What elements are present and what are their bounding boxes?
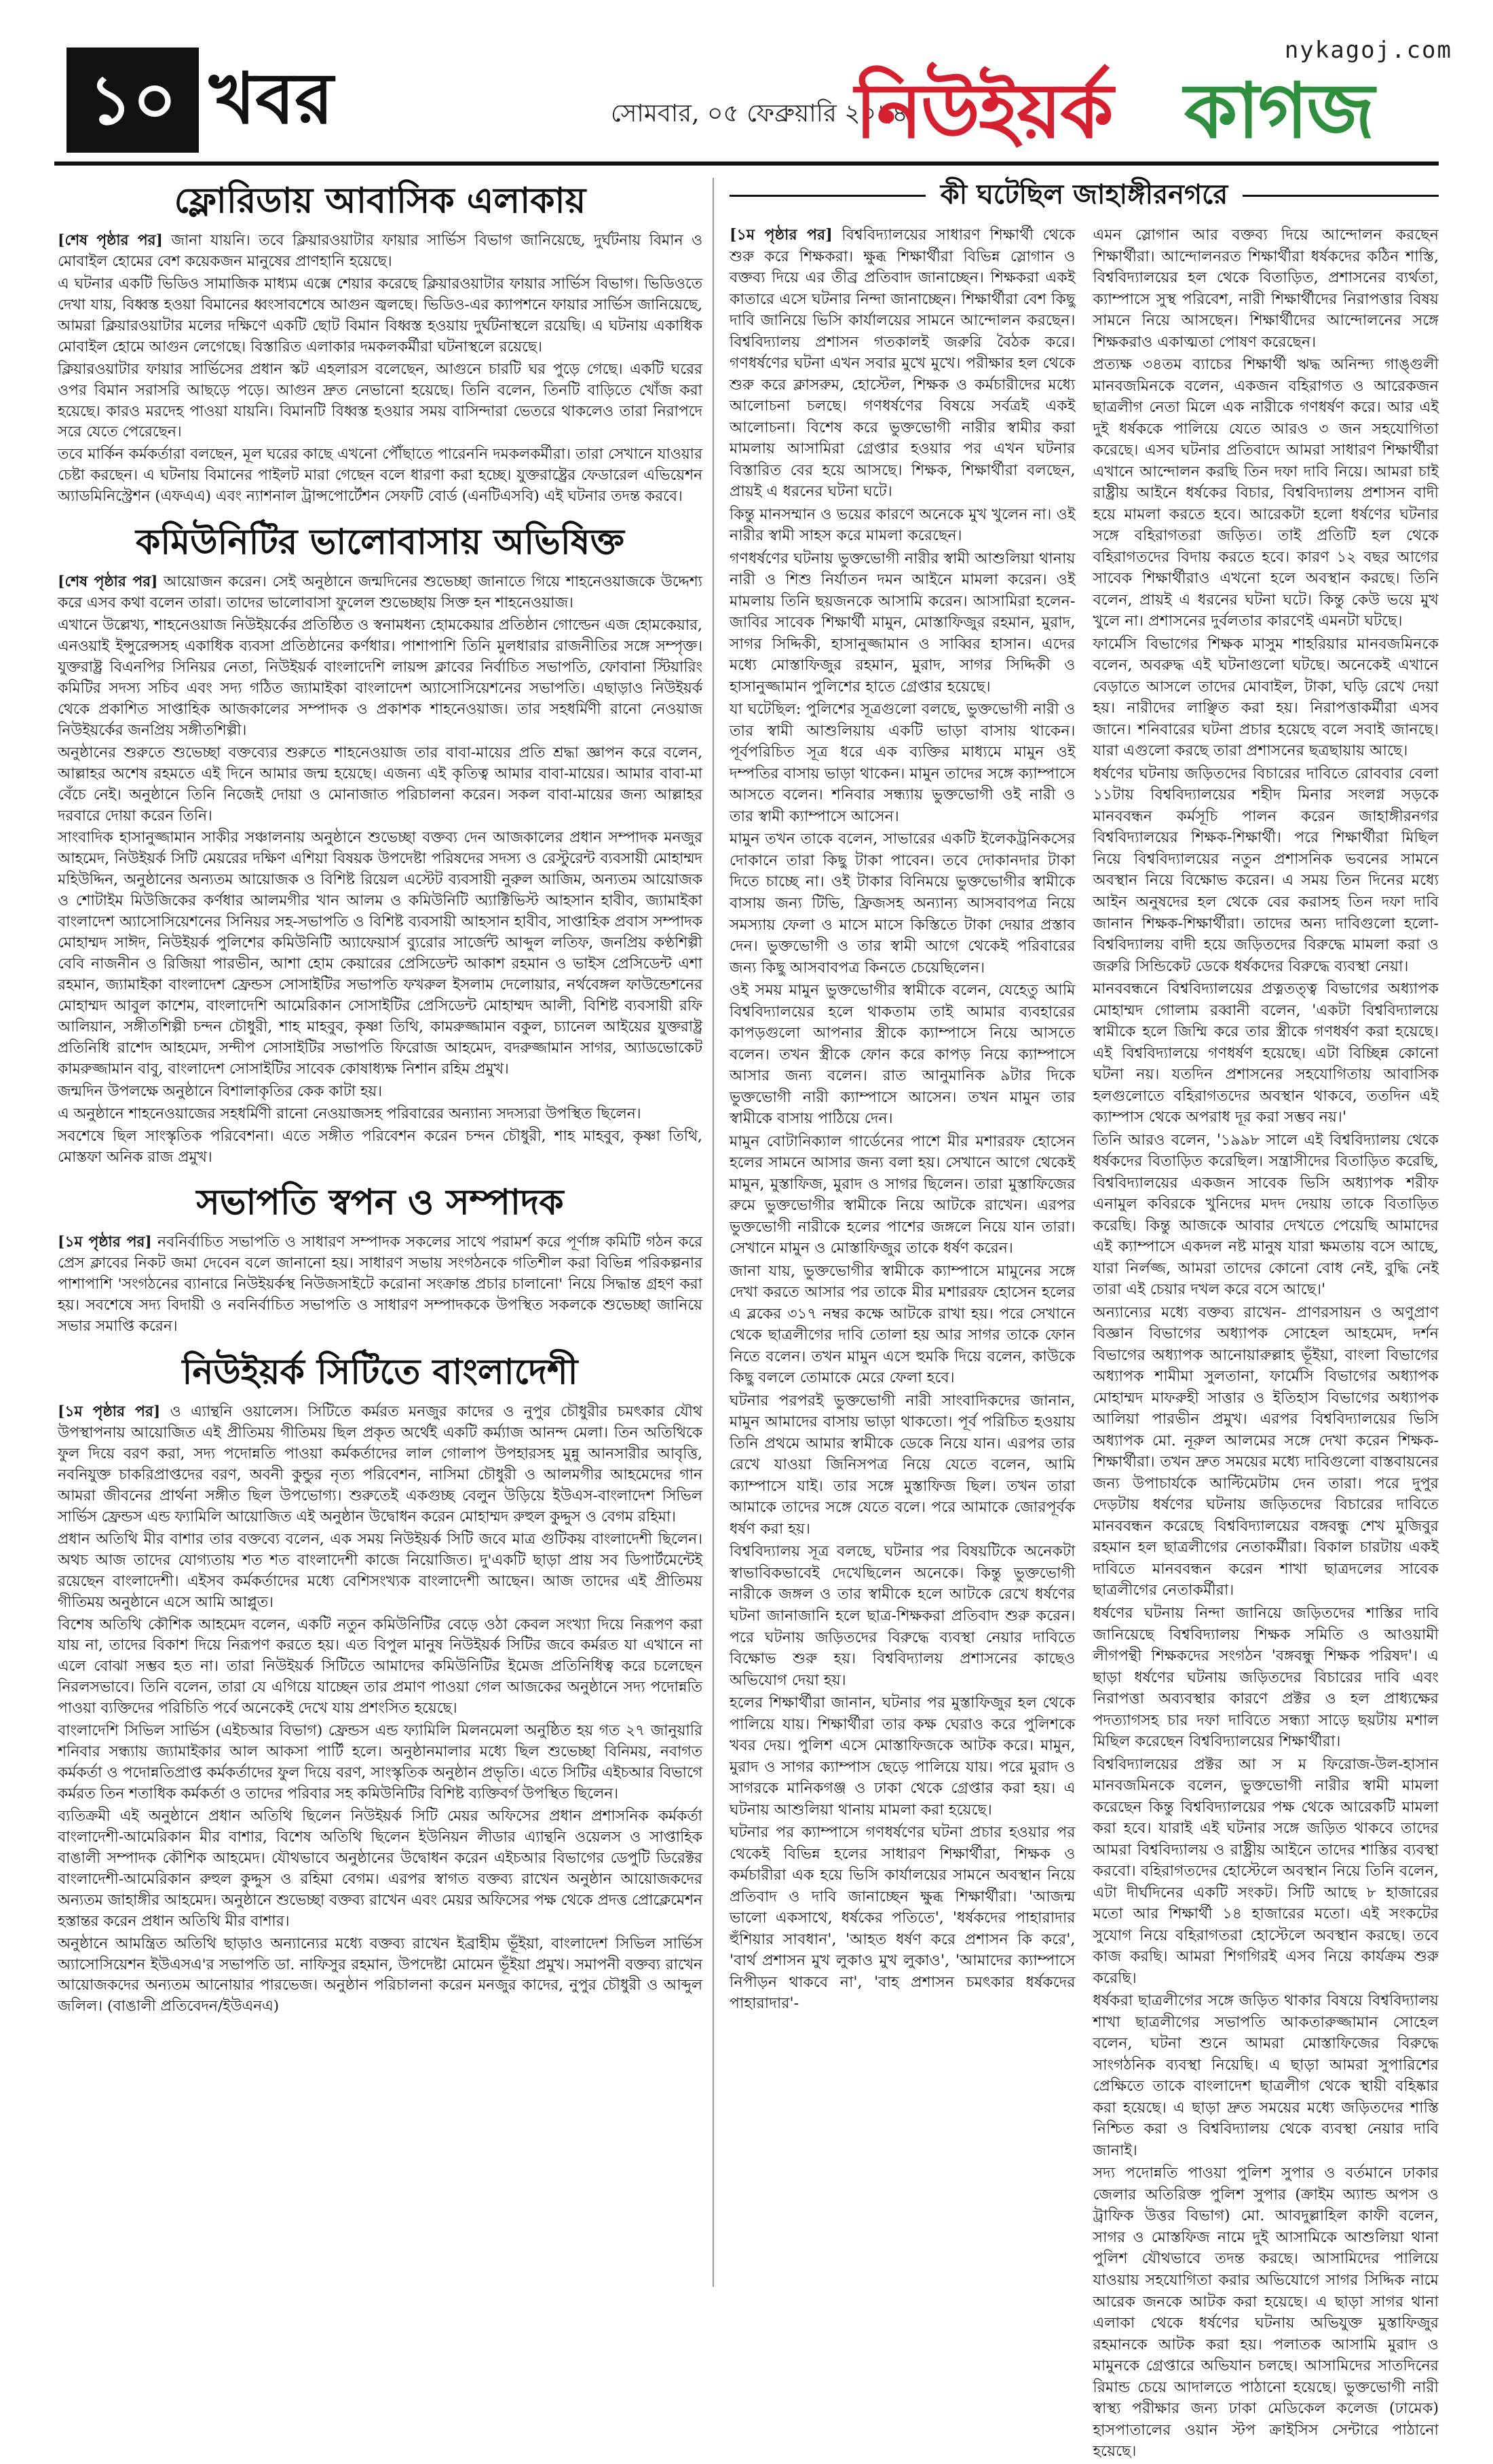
paragraph: [১ম পৃষ্ঠার পর] ও এ্যান্থনি ওয়ালেস। সিটিতে কর্মরত মনজুর কাদের ও নুপুর চৌধুরীর চমৎকার যৌথ উপস্থাপনায় আয়োজিত এই প্রীতিময় গীতিময় ছিল প্রকৃত অর্থেই একটি কর্ম্যাজ আনন্দ মেলা। তিন অতিথিকে ফুল দিয়ে বরণ করা, সদ্য পদোন্নতি পাওয়া কর্মকর্তাদের লাল গোলাপ উপহারসহ মুন্নু আনসারীর আবৃত্তি, নবনিযুক্ত চাকরিপ্রাপ্তদের বরণ, অবনী কুন্ডুর নৃত্য পরিবেশন, নাসিমা চৌধুরী ও আলমগীর আহমেদের গান আমরা জীবনের প্রার্থনা সঙ্গীত ছিল উপভোগ্য। শুরুতেই একগুচ্ছ বেলুন উড়িয়ে ইউএস-বাংলাদেশ সিভিল সার্ভিস ফ্রেন্ডস এন্ড ফ্যামিলি আয়োজিত এই অনুষ্ঠান উদ্বোধন করেন মোহাম্মদ রুহুল কুদ্দুস ও বেগম রহিমা। [58, 1403, 702, 1525]
left-column [58, 173, 702, 2294]
page-number: ১০ [67, 48, 199, 153]
paragraph: সদ্য পদোন্নতি পাওয়া পুলিশ সুপার ও বর্তমানে ঢাকার জেলার অতিরিক্ত পুলিশ সুপার (ক্রাইম অ্যান্ড অপস ও ট্রাফিক উত্তর বিভাগ) মো. আবদুল্লাহিল কাফী বলেন, সাগর ও মোস্তফিজ নামে দুই আসামিকে আশুলিয়া থানা পুলিশ যৌথভাবে তদন্ত করছে। আসামিদের পালিয়ে যাওয়ায় সহযোগিতা করার অভিযোগে সাগর সিদ্দিক নামে আরেক জনকে আটক করা হয়েছে। এ ছাড়া সাগর থানা এলাকা থেকে ধর্ষণের ঘটনায় অভিযুক্ত মুস্তাফিজুর রহমানকে আটক করা হয়। পলাতক আসামি মুরাদ ও মামুনকে গ্রেপ্তারে অভিযান চলছে। আসামিদের সাতদিনের রিমান্ড চেয়ে আদালতে পাঠানো হয়েছে। ভুক্তভোগী নারী স্বাস্থ্য পরীক্ষার জন্য ঢাকা মেডিকেল কলেজ (ঢামেক) হাসপাতালের ওয়ান স্টপ ক্রাইসিস সেন্টারে পাঠানো হয়েছে। [1093, 2164, 1439, 2461]
continuation-tag: [১ম পৃষ্ঠার পর] [58, 1403, 161, 1421]
paragraph: মামুন তখন তাকে বলেন, সাভারের একটি ইলেকট্রনিকসের দোকানে তারা কিছু টাকা পাবেন। তবে দোকানদার টাকা দিতে চাচ্ছে না। ওই টাকার বিনিময়ে ভুক্তভোগীর স্বামীকে বাসায় জন্য টিভি, ফ্রিজসহ অন্যান্য আসবাবপত্র নিয়ে সমস্যায় ফেলা ও মাসে মাসে কিস্তিতে টাকা দেয়ার প্রস্তাব দেন। ভুক্তভোগী ও তার স্বামী আগে থেকেই পরিবারের জন্য কিছু আসবাবপত্র কিনতে চেয়েছিলেন। [730, 830, 1076, 977]
paragraph: বিশ্ববিদ্যালয়ের প্রক্টর আ স ম ফিরোজ-উল-হাসান মানবজমিনকে বলেন, ভুক্তভোগী নারীর স্বামী মামলা করেছেন কিন্তু বিশ্ববিদ্যালয়ের পক্ষ থেকে আরেকটি মামলা করা হবে। যারাই এই ঘটনার সঙ্গে জড়িত থাকবে তাদের আমরা বিশ্ববিদ্যালয় ও রাষ্ট্রীয় আইনে তাদের শাস্তির ব্যবস্থা করবো। বহিরাগতদের হোস্টেলে অবস্থান নিয়ে তিনি বলেন, এটা দীর্ঘদিনের একটি সংকট। সিটি আছে ৮ হাজারের মতো আর শিক্ষার্থী ১৪ হাজারের মতো। এই সংকটের সুযোগ নিয়ে বহিরাগতরা হোস্টেলে অবস্থান করছে। তবে কাজ করছি। আমরা শিগগিরই এসব নিয়ে কার্যক্রম শুরু করেছি। [1093, 1755, 1439, 1987]
article-body [58, 572, 702, 1168]
paragraph: এ অনুষ্ঠানে শাহনেওয়াজের সহধর্মিণী রানো নেওয়াজসহ পরিবারের অন্যান্য সদস্যরা উপস্থিত ছিলেন। [58, 1105, 641, 1122]
paragraph: ব্যতিক্রমী এই অনুষ্ঠানে প্রধান অতিথি ছিলেন নিউইয়র্ক সিটি মেয়র অফিসের প্রধান প্রশাসনিক কর্মকর্তা বাংলাদেশী-আমেরিকান মীর বাশার, বিশেষ অতিথি ছিলেন ইউনিয়ন লীডার এ্যান্থনি ওয়েলস ও সাপ্তাহিক বাঙালী সম্পাদক কৌশিক আহমেদ। যৌথভাবে অনুষ্ঠানের উদ্বোধন করেন এইচআর বিভাগের ডেপুটি ডিরেক্টর বাংলাদেশী-আমেরিকান রুহুল কুদ্দুস ও রহিমা বেগম। এরপর স্বাগত বক্তব্য রাখেন অনুষ্ঠান আয়োজকদের অন্যতম জাহাঙ্গীর আহমেদ। অনুষ্ঠানে শুভেচ্ছা বক্তব্য রাখেন এবং মেয়র অফিসের পক্ষ থেকে প্রদত্ত প্রোক্লেমেশন হস্তান্তর করেন প্রধান অতিথি মীর বাশার। [58, 1807, 702, 1930]
article-subcolumn-2 [1093, 225, 1439, 2464]
paragraph: এখানে উল্লেখ্য, শাহনেওয়াজ নিউইয়র্কের প্রতিষ্ঠিত ও স্বনামধন্য হোমকেয়ার প্রতিষ্ঠান গোল্ডেন এজ হোমকেয়ার, এনওয়াই ইন্সুরেন্সসহ একাধিক ব্যবসা প্রতিষ্ঠানের কর্ণধার। পাশাপাশি তিনি মুলধারার রাজনীতির সঙ্গে সম্পৃক্ত। যুক্তরাষ্ট্র বিএনপির সিনিয়র নেতা, নিউইয়র্ক বাংলাদেশি লায়ন্স ক্লাবের নির্বাচিত সভাপতি, ফোবানা স্টিয়ারিং কমিটির সদস্য সচিব এবং সদ্য গঠিত জ্যামাইকা বাংলাদেশ অ্যাসোসিয়েশনের সভাপতি। এছাড়াও নিউইয়র্ক থেকে প্রকাশিত সাপ্তাহিক আজকালের সম্পাদক ও প্রকাশক শাহনেওয়াজ। তার সহধর্মিণী রানো নেওয়াজ নিউইয়র্কের জনপ্রিয় সঙ্গীতশিল্পী। [58, 617, 702, 739]
paragraph: ক্লিয়ারওয়াটার ফায়ার সার্ভিসের প্রধান স্কট এহলারস বলেছেন, আগুনে চারটি ঘর পুড়ে গেছে। একটি ঘরের ওপর বিমান সরাসরি আছড়ে পড়ে। আগুন দ্রুত নেভানো হয়েছে। তিনি বলেন, তিনটি বাড়িতে খোঁজ করা হয়েছে। কারও মরদেহ পাওয়া যায়নি। বিমানটি বিধ্বস্ত হওয়ার সময় বাসিন্দারা ভেতরে থাকলেও তারা নিরাপদে সরে যেতে পেরেছেন। [58, 360, 702, 441]
article-headline: সভাপতি স্বপন ও সম্পাদক [196, 1181, 564, 1224]
article-florida [58, 178, 702, 508]
article-nyc-bangladeshi [58, 1350, 702, 2017]
paragraph: ধর্ষণের ঘটনায় জড়িতদের বিচারের দাবিতে রোববার বেলা ১১টায় বিশ্ববিদ্যালয়ের শহীদ মিনার সংলগ্ন সড়কে মানববন্ধন কর্মসূচি পালন করেন জাহাঙ্গীরনগর বিশ্ববিদ্যালয়ের শিক্ষক-শিক্ষার্থী। পরে শিক্ষার্থীরা মিছিল নিয়ে বিশ্ববিদ্যালয়ের নতুন প্রশাসনিক ভবনের সামনে অবস্থান নিয়ে বিক্ষোভ করেন। এ সময় তিন দিনের মধ্যে আইন অনুষদের হল থেকে বের করাসহ তিন দফা দাবি জানান শিক্ষক-শিক্ষার্থীরা। তাদের অন্য দাবিগুলো হলো- বিশ্ববিদ্যালয় বাদী হয়ে জড়িতদের বিরুদ্ধে মামলা করা ও জরুরি সিন্ডিকেট ডেকে ধর্ষকদের বিরুদ্ধে ব্যবস্থা নেয়া। [1093, 764, 1439, 975]
paragraph: [শেষ পৃষ্ঠার পর] জানা যায়নি। তবে ক্লিয়ারওয়াটার ফায়ার সার্ভিস বিভাগ জানিয়েছে, দুর্ঘটনায় বিমান ও মোবাইল হোমের বেশ কয়েকজন মানুষের প্রাণহানি হয়েছে। [58, 232, 703, 270]
paragraph: অন্যান্যের মধ্যে বক্তব্য রাখেন- প্রাণরসায়ন ও অণুপ্রাণ বিজ্ঞান বিভাগের অধ্যাপক সোহেল আহমেদ, দর্শন বিভাগের অধ্যাপক আনোয়ারুল্লাহ ভূঁইয়া, বাংলা বিভাগের অধ্যাপক শামীমা সুলতানা, ফার্মেসি বিভাগের অধ্যাপক মোহাম্মদ মাফরুহী সাত্তার ও ইতিহাস বিভাগের অধ্যাপক আলিয়া পারভীন প্রমুখ। এরপর বিশ্ববিদ্যালয়ের ভিসি অধ্যাপক মো. নূরুল আলমের সঙ্গে দেখা করেন শিক্ষক-শিক্ষার্থীরা। তখন দ্রুত সময়ের মধ্যে দাবিগুলো বাস্তবায়নের জন্য উপাচার্যকে আল্টিমেটাম দেন তারা। পরে দুপুর দেড়টায় ধর্ষণের ঘটনায় জড়িতদের বিচারের দাবিতে মানববন্ধন করেছে বিশ্ববিদ্যালয়ের বঙ্গবন্ধু শেখ মুজিবুর রহমান হল ছাত্রলীগের নেতাকর্মীরা। বিকাল চারটায় একই দাবিতে মানববন্ধন করেন শাখা ছাত্রদলের সাবেক ছাত্রলীগের নেতাকর্মীরা। [1093, 1303, 1439, 1599]
article-body [58, 1232, 702, 1338]
article-jahangirnagar [730, 225, 1439, 2464]
masthead-rule [54, 162, 1439, 166]
paragraph: ঘটনার পর ক্যাম্পাসে গণধর্ষণের ঘটনা প্রচার হওয়ার পর থেকেই বিভিন্ন হলের সাধারণ শিক্ষার্থীরা, শিক্ষক ও কর্মচারীরা এক হয়ে ভিসি কার্যালয়ের সামনে অবস্থান নিয়ে প্রতিবাদ ও দাবি জানাচ্ছেন ক্ষুব্ধ শিক্ষার্থীরা। 'আজন্ম ভালো একসাথে, ধর্ষকের পতিতে', 'ধর্ষকদের পাহারাদার হুঁশিয়ার সাবধান', 'আহত ধর্ষণ করে প্রশাসন কি করে', 'বার্থ প্রশাসন মুখ লুকাও মুখ লুকাও', 'আমাদের ক্যাম্পাসে নিপীড়ন থাকবে না', 'বাহ প্রশাসন চমৎকার ধর্ষকদের পাহারাদার'- [730, 1823, 1076, 2013]
right-column [730, 173, 1439, 2461]
article-headline: কী ঘটেছিল জাহাঙ্গীরনগরে [926, 174, 1243, 215]
paragraph: মামুন বোটানিক্যাল গার্ডেনের পাশে মীর মশাররফ হোসেন হলের সামনে আসার জন্য বলা হয়। সেখানে আগে থেকেই মামুন, মুস্তাফিজ, মুরাদ ও সাগর ছিলেন। তারা মুস্তাফিজের রুমে ভুক্তভোগীর স্বামীকে নিয়ে আটকে রাখেন। এরপর ভুক্তভোগী নারীকে হলের পাশের জঙ্গলে নিয়ে যান তারা। সেখানে মামুন ও মোস্তাফিজুর তাকে ধর্ষণ করেন। [730, 1132, 1076, 1257]
article-subcolumn-1 [730, 225, 1076, 2464]
newspaper-logo [855, 37, 1452, 163]
paragraph: ধর্ষকরা ছাত্রলীগের সঙ্গে জড়িত থাকার বিষয়ে বিশ্ববিদ্যালয় শাখা ছাত্রলীগের সভাপতি আকতারুজ্জামান সোহেল বলেন, ঘটনা শুনে আমরা মোস্তাফিজের বিরুদ্ধে সাংগঠনিক ব্যবস্থা নিয়েছি। এ ছাড়া আমরা সুপারিশের প্রেক্ষিতে তাকে বাংলাদেশ ছাত্রলীগ থেকে স্থায়ী বহিষ্কার করা হয়েছে। এ ছাড়া দ্রুত সময়ের মধ্যে জড়িতদের শাস্তি নিশ্চিত করা ও বিশ্ববিদ্যালয় থেকে ব্যবস্থা নেয়ার দাবি জানাই। [1093, 1992, 1439, 2159]
logo-word-newyork: নিউইয়র্ক [855, 67, 1112, 155]
paragraph: [১ম পৃষ্ঠার পর] নবনির্বাচিত সভাপতি ও সাধারণ সম্পাদক সকলের সাথে পরামর্শ করে পূর্ণাঙ্গ কমিটি গঠন করে প্রেস ক্লাবের নিকট জমা দেবেন বলে জানানো হয়। সাধারণ সভায় সংগঠনকে গতিশীল করা বিভিন্ন পরিকল্পনার পাশাপাশি 'সংগঠনের ব্যানারে নিউইয়র্কস্থ নিউজসাইটে করোনা সংক্রান্ত প্রচার চালানো' নিয়ে সিদ্ধান্ত গ্রহণ করা হয়। সবশেষে সদ্য বিদায়ী ও নবনির্বাচিত সভাপতি ও সাধারণ সম্পাদককে উপস্থিত সকলকে শুভেচ্ছা জানিয়ে সভার সমাপ্তি করেন। [58, 1234, 702, 1335]
article-headline-bar [730, 174, 1439, 215]
website-url: nykagoj.com [1284, 37, 1452, 64]
paragraph: [শেষ পৃষ্ঠার পর] আয়োজন করেন। সেই অনুষ্ঠানে জন্মদিনের শুভেচ্ছা জানাতে গিয়ে শাহনেওয়াজকে উদ্দেশ্য করে এসব কথা বলেন তারা। তাদের ভালোবাসা ফুলেল শুভেচ্ছায় সিক্ত হন শাহনেওয়াজ। [58, 573, 702, 612]
paragraph: সাংবাদিক হাসানুজ্জামান সাকীর সঞ্চালনায় অনুষ্ঠানে শুভেচ্ছা বক্তব্য দেন আজকালের প্রধান সম্পাদক মনজুর আহমেদ, নিউইয়র্ক সিটি মেয়রের দক্ষিণ এশিয়া বিষয়ক উপদেষ্টা পরিষদের সদস্য ও রেস্টুরেন্ট ব্যবসায়ী মোহাম্মদ মহিউদ্দিন, অনুষ্ঠানের অন্যতম আয়োজক ও বিশিষ্ট রিয়েল এস্টেট ব্যবসায়ী নুরুল আজিম, অন্যতম আয়োজক ও শোটাইম মিউজিকের কর্ণধার আলমগীর খান আলম ও কমিউনিটি অ্যাক্টিভিস্ট আহসান হাবীব, জ্যামাইকা বাংলাদেশ অ্যাসোসিয়েশনের সিনিয়র সহ-সভাপতি ও বিশিষ্ট ব্যবসায়ী আহসান হাবীব, সাপ্তাহিক প্রবাস সম্পাদক মোহাম্মদ সাঈদ, নিউইয়র্ক পুলিশের কমিউনিটি অ্যাফেয়ার্স ব্যুরোর সার্জেন্ট আব্দুল লতিফ, জনপ্রিয় কণ্ঠশিল্পী বেবি নাজনীন ও রিজিয়া পারভীন, আশা হোম কেয়ারের প্রেসিডেন্ট আকাশ রহমান ও ভাইস প্রেসিডেন্ট এশা রহমান, জ্যামাইকা বাংলাদেশ ফ্রেন্ডস সোসাইটির সভাপতি ফখরুল ইসলাম দেলোয়ার, নর্থবেঙ্গল ফাউন্ডেশনের মোহাম্মদ আবুল কাশেম, বাংলাদেশি আমেরিকান সোসাইটির প্রেসিডেন্ট মোহাম্মদ আলী, বিশিষ্ট ব্যবসায়ী রফি আলিয়ান, সঙ্গীতশিল্পী চন্দন চৌধুরী, শাহ মাহবুব, কৃষ্ণা তিথি, কামরুজ্জামান বকুল, চ্যানেল আইয়ের যুক্তরাষ্ট্র প্রতিনিধি রাশেদ আহমেদ, সন্দীপ সোসাইটির সভাপতি ফিরোজ আহমেদ, বদরুজ্জামান সাগর, অ্যাডভোকেট কামরুজ্জামান বাবু, বাংলাদেশ সোসাইটির সাবেক কোষাধ্যক্ষ নিশান রহিম প্রমুখ। [58, 829, 702, 1078]
paragraph: বিশেষ অতিথি কৌশিক আহমেদ বলেন, একটি নতুন কমিউনিটির বেড়ে ওঠা কেবল সংখ্যা দিয়ে নিরূপণ করা যায় না, তাদের বিকাশ দিয়ে নিরূপণ করতে হয়। এত বিপুল মানুষ নিউইয়র্ক সিটির জবে কর্মরত যা এখানে না এলে বোঝা সম্ভব হত না। তারা নিউইয়র্ক সিটিতে আমাদের কমিউনিটির ইমেজ প্রতিনিধিত্ব করে চলেছেন নিরলসভাবে। তিনি বলেন, তারা যে এগিয়ে যাচ্ছেন তার প্রমাণ পাওয়া গেল আজকের অনুষ্ঠানে সদ্য পদোন্নতি পাওয়া ব্যক্তিদের পরিচিতি পর্বে অনেকেই দেখে যায় প্রশংসিত হয়েছে। [58, 1616, 702, 1718]
continuation-tag: [শেষ পৃষ্ঠার পর] [58, 573, 158, 591]
paragraph: এ ঘটনার একটি ভিডিও সামাজিক মাধ্যম এক্সে শেয়ার করেছে ক্লিয়ারওয়াটার ফায়ার সার্ভিস বিভাগ। ভিডিওতে দেখা যায়, বিধ্বস্ত হওয়া বিমানের ধ্বংসাবশেষে আগুন জ্বলছে। ভিডিও-এর ক্যাপশনে ফায়ার সার্ভিস জানিয়েছে, আমরা ক্লিয়ারওয়াটার মলের দক্ষিণে একটি ছোট বিমান বিধ্বস্ত হওয়ায় দুর্ঘটনাস্থলে রয়েছি। এ ঘটনায় একাধিক মোবাইল হোমে আগুন লেগেছে। বিস্তারিত এলাকার দমকলকর্মীরা ঘটনাস্থলে রয়েছে। [58, 275, 702, 356]
continuation-tag: [১ম পৃষ্ঠার পর] [58, 1234, 152, 1251]
paragraph: অনুষ্ঠানে আমন্ত্রিত অতিথি ছাড়াও অন্যান্যের মধ্যে বক্তব্য রাখেন ইব্রাহীম ভূঁইয়া, বাংলাদেশ সিভিল সার্ভিস অ্যাসোসিয়েশন ইউএসএ'র সভাপতি ডা. নাফিসুর রহমান, উপদেষ্টা মোমেন ভূঁইয়া প্রমুখ। সমাপনী বক্তব্য রাখেন আয়োজকদের অন্যতম আনোয়ার পারভেজ। অনুষ্ঠান পরিচালনা করেন মনজুর কাদের, নুপুর চৌধুরী ও আব্দুল জলিল। (বাঙালী প্রতিবেদন/ইউএনএ) [58, 1935, 702, 2015]
paragraph: হলের শিক্ষার্থীরা জানান, ঘটনার পর মুস্তাফিজুর হল থেকে পালিয়ে যায়। শিক্ষার্থীরা তার কক্ষ ঘেরাও করে পুলিশকে খবর দেয়। পুলিশ এসে মোস্তাফিজকে আটক করে। মামুন, মুরাদ ও সাগর ক্যাম্পাস ছেড়ে পালিয়ে যায়। পরে মুরাদ ও সাগরকে মানিকগঞ্জ ও ঢাকা থেকে গ্রেপ্তার করা হয়। এ ঘটনায় আশুলিয়া থানায় মামলা করা হয়েছে। [730, 1694, 1076, 1819]
publication-date: সোমবার, ০৫ ফেব্রুয়ারি ২০২৪ [611, 100, 908, 128]
paragraph: কিন্তু মানসম্মান ও ভয়ের কারণে অনেকে মুখ খুলেন না। ওই নারীর স্বামী সাহস করে মামলা করেছেন। [730, 505, 1076, 545]
paragraph: গণধর্ষণের ঘটনায় ভুক্তভোগী নারীর স্বামী আশুলিয়া থানায় নারী ও শিশু নির্যাতন দমন আইনে মামলা করেন। ওই মামলায় তিনি ছয়জনকে আসামি করেন। আসামিরা হলেন- জাবির সাবেক শিক্ষার্থী মামুন, মোস্তাফিজুর রহমান, মুরাদ, সাগর সিদ্দিকী, হাসানুজ্জামান ও সাব্বির হাসান। এদের মধ্যে মোস্তাফিজুর রহমান, মুরাদ, সাগর সিদ্দিকী ও হাসানুজ্জামান পুলিশের হাতে গ্রেপ্তার হয়েছে। [730, 549, 1076, 696]
paragraph: এমন স্লোগান আর বক্তব্য দিয়ে আন্দোলন করছেন শিক্ষার্থীরা। আন্দোলনরত শিক্ষার্থীরা ধর্ষকদের কঠিন শাস্তি, বিশ্ববিদ্যালয়ের হল থেকে বিতাড়িত, প্রশাসনের ব্যর্থতা, ক্যাম্পাসে সুস্থ পরিবেশ, নারী শিক্ষার্থীদের নিরাপত্তার বিষয় সামনে নিয়ে আসছেন। শিক্ষার্থীদের আন্দোলনের সঙ্গে শিক্ষকরাও একাত্মতা পোষণ করেছেন। [1093, 226, 1439, 351]
paragraph: [১ম পৃষ্ঠার পর] বিশ্ববিদ্যালয়ের সাধারণ শিক্ষার্থী থেকে শুরু করে শিক্ষকরা। ক্ষুব্ধ শিক্ষার্থীরা বিভিন্ন স্লোগান ও বক্তব্য দিয়ে এর তীব্র প্রতিবাদ জানাচ্ছেন। শিক্ষকরা একই কাতারে এসে ঘটনার নিন্দা জানাচ্ছেন। শিক্ষার্থীরা বেশ কিছু দাবি জানিয়ে ভিসি কার্যালয়ের সামনে আন্দোলন করছেন। বিশ্ববিদ্যালয় প্রশাসন গতকালই জরুরি বৈঠক করে। গণধর্ষণের ঘটনা এখন সবার মুখে মুখে। পরীক্ষার হল থেকে শুরু করে ক্লাসরুম, হোস্টেল, শিক্ষক ও কর্মচারীদের মধ্যে আলোচনা চলছে। গণধর্ষণের বিষয়ে সর্বত্রই একই আলোচনা। বিশেষ করে ভুক্তভোগী নারীর স্বামীর করা মামলায় আসামিরা গ্রেপ্তার হওয়ার পর এখন ঘটনার বিস্তারিত বের হয়ে আসছে। শিক্ষক, শিক্ষার্থীরা বলছেন, প্রায়ই এ ধরনের ঘটনা ঘটে। [730, 226, 1076, 501]
column-divider [713, 178, 714, 2287]
paragraph: অনুষ্ঠানের শুরুতে শুভেচ্ছা বক্তব্যের শুরুতে শাহনেওয়াজ তার বাবা-মায়ের প্রতি শ্রদ্ধা জ্ঞাপন করে বলেন, আল্লাহর অশেষ রহমতে এই দিনে আমার জন্ম হয়েছে। এজন্য এই কৃতিত্ব আমার বাবা-মায়ের। আমার বাবা-মা বেঁচে নেই। অনুষ্ঠানে তিনি নিজেই দোয়া ও মোনাজাত পরিচালনা করেন। সকল বাবা-মায়ের জন্য আল্লাহর দরবারে দোয়া করেন তিনি। [58, 744, 702, 825]
continuation-tag: [১ম পৃষ্ঠার পর] [730, 226, 833, 244]
paragraph: জানা যায়, ভুক্তভোগীর স্বামীকে ক্যাম্পাসে মামুনের সঙ্গে দেখা করতে আসার পর তাকে মীর মশাররফ হোসেন হলের এ ব্লকের ৩১৭ নম্বর কক্ষে আটকে রাখা হয়। পরে সেখানে থেকে ছাত্রলীগের দাবি তোলা হয় আর সাগর তাকে ফোন নিতে বলেন। তখন মামুন এসে হুমকি দিয়ে বলেন, কাউকে কিছু বললে তোমাকে মেরে ফেলা হবে। [730, 1262, 1076, 1387]
section-title: খবর [209, 56, 334, 140]
paragraph: বিশ্ববিদ্যালয় সূত্র বলছে, ঘটনার পর বিষয়টিকে অনেকটা স্বাভাবিকভাবেই দেখেছিলেন অনেকে। কিন্তু ভুক্তভোগী নারীকে জঙ্গল ও তার স্বামীকে হলে আটকে রেখে ধর্ষণের ঘটনা জানাজানি হলে ছাত্র-শিক্ষকরা প্রতিবাদ শুরু করেন। পরে ঘটনায় জড়িতদের বিরুদ্ধে ব্যবস্থা নেয়ার দাবিতে বিক্ষোভ শুরু হয়। বিশ্ববিদ্যালয় প্রশাসনের কাছেও অভিযোগ দেয়া হয়। [730, 1542, 1076, 1689]
paragraph: ধর্ষণের ঘটনায় নিন্দা জানিয়ে জড়িতদের শাস্তির দাবি জানিয়েছে বিশ্ববিদ্যালয় শিক্ষক সমিতি ও আওয়ামী লীগপন্থী শিক্ষকদের সংগঠন 'বঙ্গবন্ধু শিক্ষক পরিষদ'। এ ছাড়া ধর্ষণের ঘটনায় জড়িতদের বিচারের দাবি এবং নিরাপত্তা অব্যবস্থার কারণে প্রক্টর ও হল প্রাধ্যক্ষের পদত্যাগসহ চার দফা দাবিতে সন্ধ্যা সাড়ে ছয়টায় মশাল মিছিল করেছেন বিশ্ববিদ্যালয়ের শিক্ষার্থীরা। [1093, 1604, 1439, 1751]
paragraph: ফার্মেসি বিভাগের শিক্ষক মাসুম শাহরিয়ার মানবজমিনকে বলেন, অবরুদ্ধ এই ঘটনাগুলো ঘটছে। অনেকেই এখানে বেড়াতে আসলে তাদের মোবাইল, টাকা, ঘড়ি রেখে দেয়া হয়। নারীদের লাঞ্ছিত করা হয়। নিরাপত্তাকর্মীরা এসব জানে। শনিবারের ঘটনা প্রচার হয়েছে বলে সবাই জানছে। যারা এগুলো করছে তারা প্রশাসনের ছত্রছায়ায় আছে। [1093, 634, 1439, 760]
paragraph: ওই সময় মামুন ভুক্তভোগীর স্বামীকে বলেন, যেহেতু আমি বিশ্ববিদ্যালয়ের হলে থাকতাম তাই আমার ব্যবহারের কাপড়গুলো আপনার স্ত্রীকে ক্যাম্পাসে নিয়ে আসতে বলেন। তখন স্ত্রীকে ফোন করে কাপড় নিয়ে ক্যাম্পাসে আসার জন্য বলেন। রাত আনুমানিক ৯টার দিকে ভুক্তভোগী নারী ক্যাম্পাসে আসেন। তখন মামুন তার স্বামীকে বাসায় পাঠিয়ে দেন। [730, 981, 1076, 1128]
continuation-tag: [শেষ পৃষ্ঠার পর] [58, 232, 163, 249]
masthead [54, 14, 1452, 159]
article-headline: নিউইয়র্ক সিটিতে বাংলাদেশী [182, 1351, 578, 1393]
paragraph: তিনি আরও বলেন, '১৯৯৮ সালে এই বিশ্ববিদ্যালয় থেকে ধর্ষকদের বিতাড়িত করেছিল। সন্ত্রাসীদের বিতাড়িত করেছি, বিশ্ববিদ্যালয়ের একজন সাবেক ভিসি অধ্যাপক শরীফ এনামুল কবিরকে খুনিদের মদদ দেয়ায় তাকে বিতাড়িত করেছি। কিন্তু আজকে আবার দেখতে পেয়েছি আমাদের এই ক্যাম্পাসে একদল নষ্ট মানুষ যারা ক্ষমতায় বসে আছে, যারা নির্লজ্জ, আমরা তাদের কোনো বোধ নেই, বুদ্ধি নেই তারা এই চেয়ার দখল করে বসে আছে।' [1093, 1131, 1439, 1299]
paragraph: মানববন্ধনে বিশ্ববিদ্যালয়ের প্রত্নতত্ত্ব বিভাগের অধ্যাপক মোহাম্মদ গোলাম রব্বানী বলেন, 'একটা বিশ্ববিদ্যালয়ে স্বামীকে হলে জিম্মি করে তার স্ত্রীকে গণধর্ষণ করা হয়েছে। এই বিশ্ববিদ্যালয়ে গণধর্ষণ হয়েছে। এটা বিচ্ছিন্ন কোনো ঘটনা নয়। যতদিন প্রশাসনের সহযোগিতায় আবাসিক হলগুলোতে বহিরাগতদের অবস্থান থাকবে, ততদিন এই ক্যাম্পাস থেকে অপরাধ দূর করা সম্ভব নয়।' [1093, 980, 1439, 1126]
article-president [58, 1180, 702, 1338]
paragraph: বাংলাদেশি সিভিল সার্ভিস (এইচআর বিভাগ) ফ্রেন্ডস এন্ড ফ্যামিলি মিলনমেলা অনুষ্ঠিত হয় গত ২৭ জানুয়ারি শনিবার সন্ধ্যায় জ্যামাইকার আল আকসা পার্টি হলে। অনুষ্ঠানমালার মধ্যে ছিল শুভেচ্ছা বিনিময়, নবাগত কর্মকর্তা ও পদোন্নতিপ্রাপ্ত কর্মকর্তাদের ফুল দিয়ে বরণ, সাংস্কৃতিক অনুষ্ঠান প্রভৃতি। এতে সিটির এইচআর বিভাগে কর্মরত তিন শতাধিক কর্মকর্তা ও তাদের পরিবার সহ কমিউনিটির বিশিষ্ট ব্যক্তিবর্গ উপস্থিত ছিলেন। [58, 1722, 702, 1802]
article-headline: কমিউনিটির ভালোবাসায় অভিষিক্ত [136, 521, 624, 563]
paragraph: জন্মদিন উপলক্ষে অনুষ্ঠানে বিশালাকৃতির কেক কাটা হয়। [58, 1082, 383, 1100]
paragraph: তবে মার্কিন কর্মকর্তারা বলছেন, মূল ঘরের কাছে এখনো পৌঁছাতে পারেননি দমকলকর্মীরা। তারা সেখানে যাওয়ার চেষ্টা করছেন। এ ঘটনায় বিমানের পাইলট মারা গেছেন বলে ধারণা করা হচ্ছে। যুক্তরাষ্ট্রের ফেডারেল এভিয়েশন অ্যাডমিনিস্ট্রেশন (এফএএ) এবং ন্যাশনাল ট্রান্সপোর্টেশন সেফটি বোর্ড (এনটিএসবি) এই ঘটনার তদন্ত করবে। [58, 446, 702, 506]
article-community [58, 520, 702, 1168]
paragraph: যা ঘটেছিল: পুলিশের সূত্রগুলো বলছে, ভুক্তভোগী নারী ও তার স্বামী আশুলিয়ায় একটি ভাড়া বাসায় থাকেন। পূর্বপরিচিত সূত্র ধরে এক ব্যক্তির মাধ্যমে মামুন ওই দম্পতির বাসায় ভাড়া থাকেন। মামুন তাদের সঙ্গে ক্যাম্পাসে আসতে বলেন। শনিবার সন্ধ্যায় ভুক্তভোগী ওই নারী ও তার স্বামী ক্যাম্পাসে আসেন। [730, 700, 1076, 825]
article-headline: ফ্লোরিডায় আবাসিক এলাকায় [174, 180, 586, 221]
logo-word-kagoj: কাগজ [1184, 67, 1374, 155]
paragraph: ঘটনার পরপরই ভুক্তভোগী নারী সাংবাদিকদের জানান, মামুন আমাদের বাসায় ভাড়া থাকতো। পূর্ব পরিচিত হওয়ায় তিনি প্রথমে আমার স্বামীকে ডেকে নিয়ে যান। এরপর তার রেখে যাওয়া জিনিসপত্র নিয়ে যেতে বলেন, আমি ক্যাম্পাসে যাই। তার সঙ্গে মুস্তাফিজ ছিল। তখন তারা আমাকে তাদের সঙ্গে যেতে বলে। পরে আমাকে জোরপূর্বক ধর্ষণ করা হয়। [730, 1391, 1076, 1538]
paragraph: প্রত্যক্ষ ৩৪তম ব্যাচের শিক্ষার্থী ঋদ্ধ অনিন্দ্য গাঙ্গুলী মানবজমিনকে বলেন, একজন বহিরাগত ও আরেকজন ছাত্রলীগ নেতা মিলে এক নারীকে গণধর্ষণ করে। আর এই দুই ধর্ষককে পালিয়ে যেতে আরও ৩ জন সহযোগিতা করেছে। এসব ঘটনার প্রতিবাদে আমরা সাধারণ শিক্ষার্থীরা এখানে আন্দোলন করছি তিন দফা দাবি নিয়ে। আমরা চাই রাষ্ট্রীয় আইনে ধর্ষকের বিচার, বিশ্ববিদ্যালয় প্রশাসন বাদী হয়ে মামলা করতে হবে। আরেকটা হলো ধর্ষণের ঘটনার সঙ্গে বহিরাগতরা জড়িত। তাই প্রতিটি হল থেকে বহিরাগতদের বিদায় করতে হবে। কারণ ১২ বছর আগের সাবেক শিক্ষার্থীরাও এখনো হলে অবস্থান করছে। তিনি বলেন, প্রায়ই এ ধরনের ঘটনা ঘটে। কিন্তু কেউ ভয়ে মুখ খুলে না। প্রশাসনের দুর্বলতার কারণেই এমনটা ঘটছে। [1093, 356, 1439, 630]
paragraph: সবশেষে ছিল সাংস্কৃতিক পরিবেশনা। এতে সঙ্গীত পরিবেশন করেন চন্দন চৌধুরী, শাহ মাহবুব, কৃষ্ণা তিথি, মোস্তফা অনিক রাজ প্রমুখ। [58, 1127, 702, 1166]
paragraph: প্রধান অতিথি মীর বাশার তার বক্তব্যে বলেন, এক সময় নিউইয়র্ক সিটি জবে মাত্র গুটিকয় বাংলাদেশী ছিলেন। অথচ আজ তাদের যোগ্যতায় শত শত বাংলাদেশী কাজে নিয়োজিত। দু'একটি ছাড়া প্রায় সব ডিপার্টমেন্টেই রয়েছেন বাংলাদেশী। এইসব কর্মকর্তাদের মধ্যে বেশিসংখ্যক বাংলাদেশী আছেন। আজ তাদের এই প্রীতিময় গীতিময় অনুষ্ঠানে এসে আমি আপ্লুত। [58, 1530, 702, 1611]
article-body [58, 1402, 702, 2017]
article-body [58, 231, 702, 508]
